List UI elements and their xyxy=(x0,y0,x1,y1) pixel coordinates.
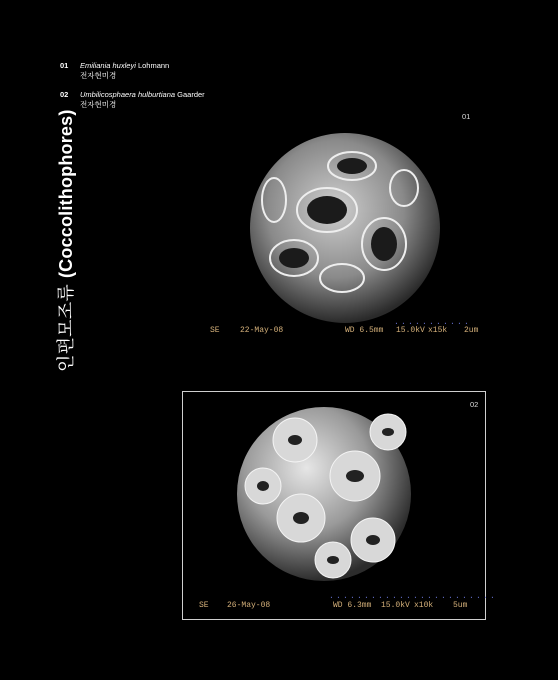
scale-bar-dots: ........... xyxy=(394,318,472,327)
side-title xyxy=(52,109,78,372)
sem-working-distance: WD 6.3mm xyxy=(333,601,372,610)
sem-scale: 2um xyxy=(464,326,479,335)
caption-number: 01 xyxy=(60,61,69,70)
sem-magnification: x15k xyxy=(428,326,448,335)
species-name: Umbilicosphaera hulburtiana xyxy=(80,90,176,99)
sem-magnification: x10k xyxy=(414,601,434,610)
caption-number: 02 xyxy=(60,90,69,99)
side-title-latin: (Coccolithophores) xyxy=(56,109,76,279)
sem-mode: SE xyxy=(199,601,209,610)
sem-image-emiliania xyxy=(182,108,486,338)
side-title-korean: 인편모조류 xyxy=(56,284,76,372)
sem-date: 26-May-08 xyxy=(227,601,271,610)
sem-working-distance: WD 6.5mm xyxy=(345,326,384,335)
imaging-method: 전자현미경 xyxy=(80,71,117,80)
figure-02-frame xyxy=(182,391,498,620)
sem-mode: SE xyxy=(210,326,220,335)
figure-01 xyxy=(182,108,486,348)
sem-scale: 5um xyxy=(453,601,468,610)
figure-label: 02 xyxy=(470,400,479,409)
scale-bar-dots: ........................ xyxy=(329,592,498,601)
sem-voltage: 15.0kV xyxy=(396,326,425,335)
figure-label: 01 xyxy=(462,112,471,121)
species-author: Gaarder xyxy=(175,90,205,99)
sem-date: 22-May-08 xyxy=(240,326,284,335)
sem-image-umbilicosphaera xyxy=(183,392,485,592)
species-name: Emiliania huxleyi xyxy=(80,61,136,70)
sem-voltage: 15.0kV xyxy=(381,601,410,610)
species-author: Lohmann xyxy=(135,61,170,70)
imaging-method: 전자현미경 xyxy=(80,100,117,109)
